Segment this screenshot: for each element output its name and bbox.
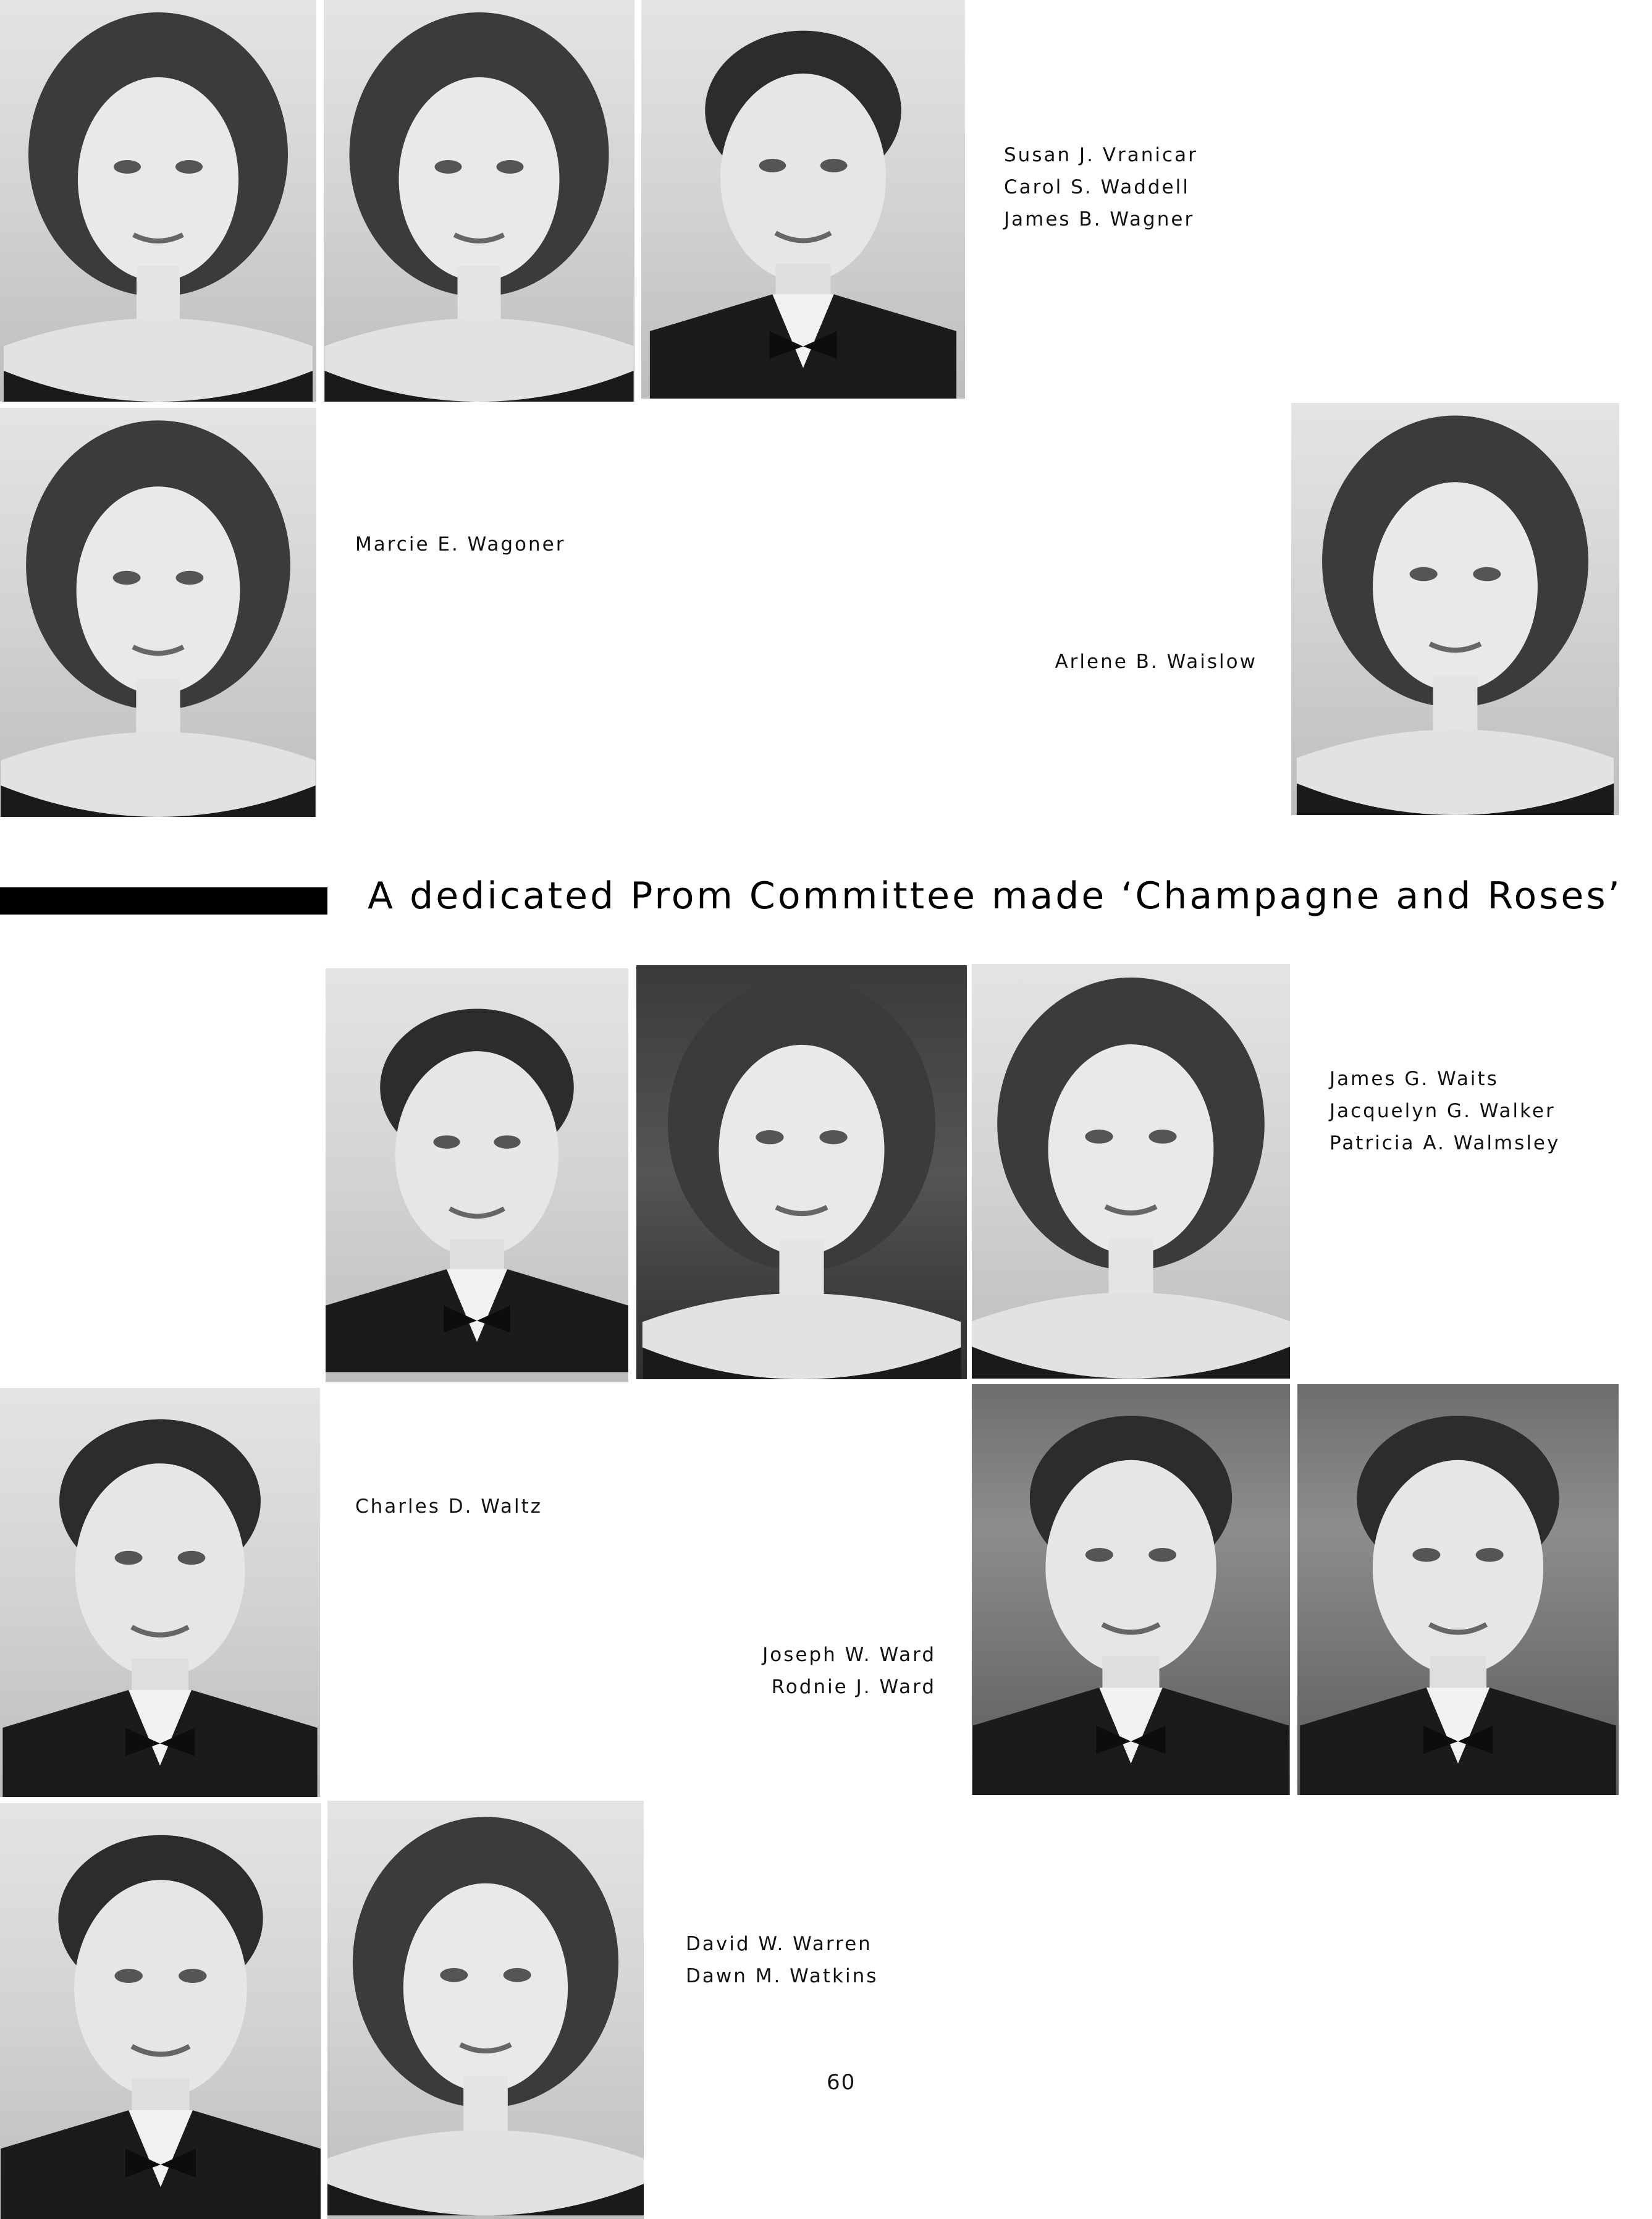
- portrait-image: [1291, 403, 1619, 815]
- portrait-image: [0, 0, 316, 402]
- page-number: 60: [827, 2070, 856, 2095]
- portrait-david-warren: [0, 1803, 321, 2219]
- portrait-dawn-watkins: [327, 1801, 644, 2219]
- student-name: James B. Wagner: [1004, 208, 1195, 230]
- name-group-7: [686, 1928, 878, 1992]
- portrait-image: [0, 1803, 321, 2219]
- student-name: Joseph W. Ward: [762, 1644, 936, 1666]
- portrait-image: [324, 0, 634, 402]
- portrait-image: [327, 1801, 644, 2219]
- portrait-arlene-waislow: [1291, 403, 1619, 815]
- portrait-image: [1297, 1384, 1619, 1795]
- portrait-marcie-wagoner: [0, 408, 316, 817]
- name-group-6: [729, 1639, 936, 1703]
- portrait-joseph-ward: [972, 1384, 1290, 1795]
- student-name: Rodnie J. Ward: [771, 1676, 936, 1698]
- portrait-patricia-walmsley: [972, 964, 1290, 1379]
- portrait-jacquelyn-walker: [636, 965, 967, 1379]
- student-name: Patricia A. Walmsley: [1330, 1132, 1561, 1154]
- student-name: Charles D. Waltz: [355, 1495, 543, 1518]
- portrait-rodnie-ward: [1297, 1384, 1619, 1795]
- portrait-image: [972, 1384, 1290, 1795]
- name-group-1: [1004, 139, 1198, 235]
- portrait-image: [0, 1388, 320, 1797]
- name-group-5: [355, 1490, 542, 1523]
- portrait-susan-vranicar: [0, 0, 316, 402]
- student-name: Dawn M. Watkins: [686, 1965, 879, 1987]
- student-name: David W. Warren: [686, 1933, 872, 1955]
- student-name: Susan J. Vranicar: [1004, 144, 1198, 166]
- student-name: Arlene B. Waislow: [1055, 651, 1257, 673]
- portrait-carol-waddell: [324, 0, 634, 402]
- headline: A dedicated Prom Committee made ‘Champagne and Roses’: [368, 874, 1622, 918]
- portrait-image: [636, 965, 967, 1379]
- portrait-james-wagner: [641, 0, 965, 399]
- student-name: James G. Waits: [1330, 1068, 1499, 1090]
- name-group-2: [355, 528, 565, 560]
- portrait-image: [0, 408, 316, 817]
- student-name: Carol S. Waddell: [1004, 176, 1190, 198]
- name-group-3: [1044, 646, 1257, 678]
- portrait-james-waits: [326, 968, 628, 1382]
- student-name: Jacquelyn G. Walker: [1330, 1100, 1556, 1122]
- portrait-image: [641, 0, 965, 399]
- portrait-charles-waltz: [0, 1388, 320, 1797]
- portrait-image: [326, 968, 628, 1382]
- portrait-image: [972, 964, 1290, 1379]
- name-group-4: [1330, 1063, 1560, 1159]
- headline-rule: [0, 887, 327, 915]
- student-name: Marcie E. Wagoner: [355, 533, 566, 556]
